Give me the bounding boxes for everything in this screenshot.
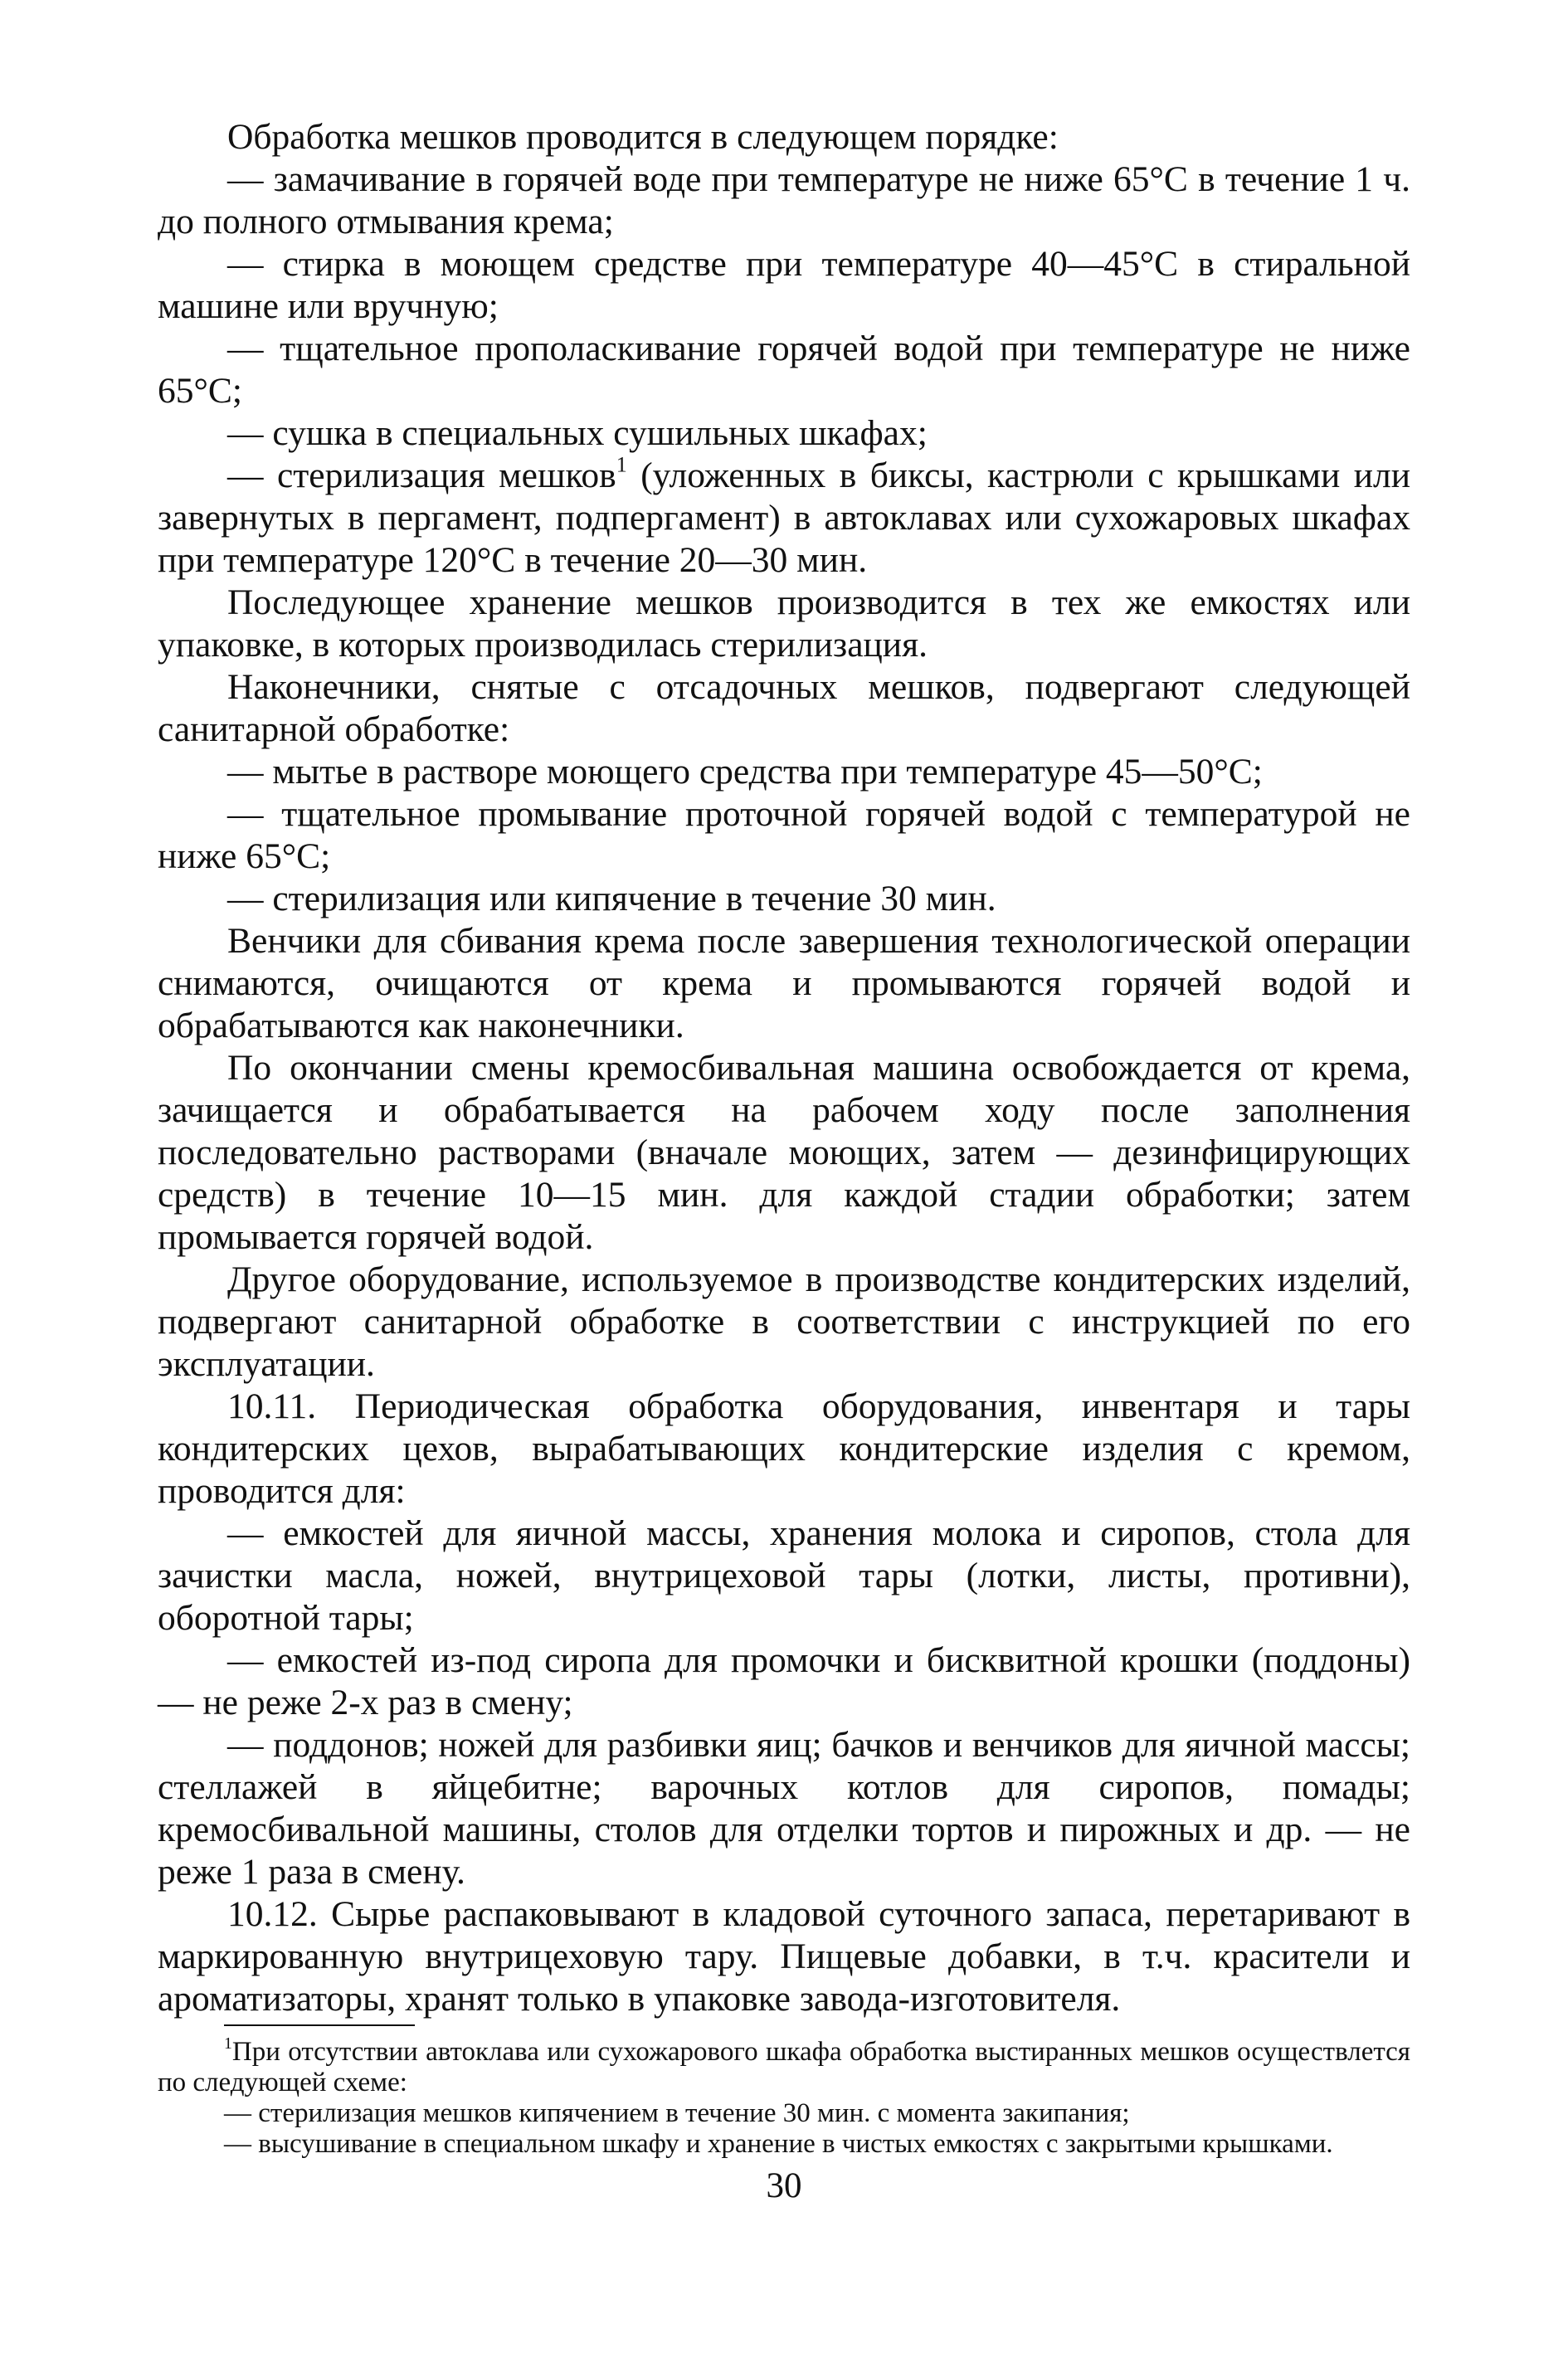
paragraph: Другое оборудование, используемое в производстве кондитерских изделий, подвергают санитарной обработке в соответствии с инструкцией по его эксплуатации.: [158, 1259, 1410, 1384]
sterilization-text-end: (уложенных в биксы, кастрюли с крышками или завернутых в пергамент, подпергамент) в автоклавах или сухожаровых шкафах при температуре 120°С в течение 20—30 мин.: [158, 455, 1410, 580]
page-number: 30: [766, 2166, 802, 2205]
footnote-divider: [224, 2024, 415, 2026]
sterilization-text-start: — стерилизация мешков: [227, 455, 616, 495]
list-item: — емкостей для яичной массы, хранения молока и сиропов, стола для зачистки масла, ножей, внутрицеховой тары (лотки, листы, противни), оборотной тары;: [158, 1513, 1410, 1638]
footnote-body: При отсутствии автоклава или сухожарового шкафа обработка выстиранных мешков осуществлется по следующей схеме:: [158, 2037, 1410, 2097]
section-10-11: 10.11. Периодическая обработка оборудования, инвентаря и тары кондитерских цехов, вырабатывающих кондитерские изделия с кремом, проводится для:: [158, 1386, 1410, 1511]
list-item: — мытье в растворе моющего средства при температуре 45—50°С;: [227, 752, 1263, 792]
paragraph: Наконечники, снятые с отсадочных мешков, подвергают следующей санитарной обработке:: [158, 667, 1410, 749]
paragraph: По окончании смены кремосбивальная машина освобождается от крема, зачищается и обрабатывается на рабочем ходу после заполнения последовательно растворами (вначале моющих, затем — дезинфицирующих средств) в течение 10—15 мин. для каждой стадии обработки; затем промывается горячей водой.: [158, 1048, 1410, 1257]
paragraph: Последующее хранение мешков производится в тех же емкостях или упаковке, в которых производилась стерилизация.: [158, 582, 1410, 665]
footnote-reference[interactable]: 1: [616, 452, 627, 477]
list-item: — тщательное прополаскивание горячей водой при температуре не ниже 65°С;: [158, 329, 1410, 411]
list-item: — замачивание в горячей воде при температуре не ниже 65°С в течение 1 ч. до полного отмывания крема;: [158, 159, 1410, 241]
list-item: — стирка в моющем средстве при температуре 40—45°С в стиральной машине или вручную;: [158, 244, 1410, 326]
footnote-item: — высушивание в специальном шкафу и хранение в чистых емкостях с закрытыми крышками.: [224, 2129, 1333, 2159]
paragraph: Венчики для сбивания крема после завершения технологической операции снимаются, очищаются от крема и промываются горячей водой и обрабатываются как наконечники.: [158, 921, 1410, 1045]
list-item: — сушка в специальных сушильных шкафах;: [227, 413, 928, 453]
list-item-sterilization: [158, 452, 1410, 582]
body-text: [158, 116, 1410, 2020]
section-10-12: 10.12. Сырье распаковывают в кладовой суточного запаса, перетаривают в маркированную внутрицеховую тару. Пищевые добавки, в т.ч. красители и ароматизаторы, хранят только в упаковке завода-изготовителя.: [158, 1894, 1410, 2019]
paragraph: Обработка мешков проводится в следующем порядке:: [227, 117, 1059, 157]
list-item: — поддонов; ножей для разбивки яиц; бачков и венчиков для яичной массы; стеллажей в яйцебитне; варочных котлов для сиропов, помады; кремосбивальной машины, столов для отделки тортов и пирожных и др. — не реже 1 раза в смену.: [158, 1725, 1410, 1892]
list-item: — стерилизация или кипячение в течение 30 мин.: [227, 879, 996, 918]
footnote: [158, 2034, 1410, 2160]
footnote-text: [158, 2034, 1410, 2098]
list-item: — емкостей из-под сиропа для промочки и бисквитной крошки (поддоны) — не реже 2-х раз в смену;: [158, 1640, 1410, 1722]
list-item: — тщательное промывание проточной горячей водой с температурой не ниже 65°С;: [158, 794, 1410, 876]
footnote-marker: 1: [224, 2034, 232, 2053]
footnote-item: — стерилизация мешков кипячением в течение 30 мин. с момента закипания;: [224, 2098, 1130, 2128]
